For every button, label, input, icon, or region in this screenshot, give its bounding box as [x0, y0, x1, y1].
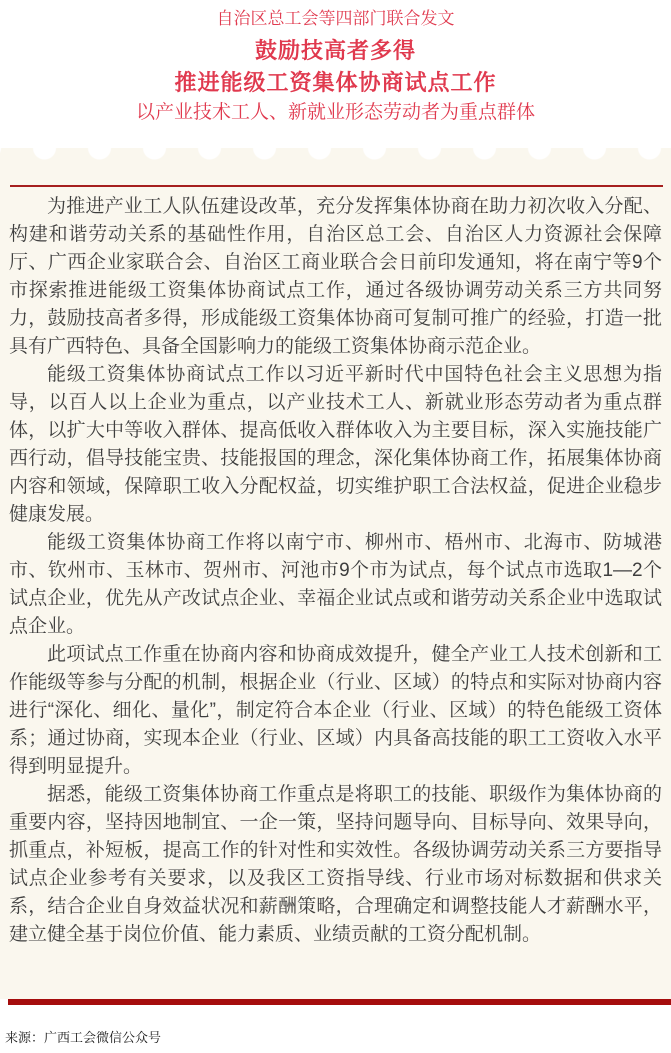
source-attribution: 来源：广西工会微信公众号 — [5, 1030, 162, 1045]
paragraph: 此项试点工作重在协商内容和协商成效提升，健全产业工人技术创新和工作能级等参与分配的机制，根据企业（行业、区域）的特点和实际对协商内容进行“深化、细化、量化”，制定符合本企业（行业、区域）的特色能级工资体系；通过协商，实现本企业（行业、区域）内具备高技能的职工工资收入水平得到明显提升。 — [9, 644, 662, 777]
ticket-scallop-edge — [0, 148, 671, 170]
article-subtitle: 以产业技术工人、新就业形态劳动者为重点群体 — [135, 102, 535, 123]
paragraph: 能级工资集体协商工作将以南宁市、柳州市、梧州市、北海市、防城港市、钦州市、玉林市、贺州市、河池市9个市为试点，每个试点市选取1—2个试点企业，优先从产改试点企业、幸福企业试点或和谐劳动关系企业中选取试点企业。 — [9, 532, 662, 637]
article-header — [0, 0, 671, 148]
header-kicker: 自治区总工会等四部门联合发文 — [216, 9, 455, 28]
article-text — [0, 187, 671, 949]
article-title-line-1: 鼓励技高者多得 — [254, 38, 416, 63]
paragraph: 据悉，能级工资集体协商工作重点是将职工的技能、职级作为集体协商的重要内容，坚持因地制宜、一企一策，坚持问题导向、目标导向、效果导向，抓重点，补短板，提高工作的针对性和实效性。各级协调劳动关系三方要指导试点企业参考有关要求，以及我区工资指导线、行业市场对标数据和供求关系，结合企业自身效益状况和薪酬策略，合理确定和调整技能人才薪酬水平，建立健全基于岗位价值、能力素质、业绩贡献的工资分配机制。 — [9, 784, 662, 945]
article-title-line-2: 推进能级工资集体协商试点工作 — [174, 70, 497, 95]
article-paper-body — [0, 170, 671, 999]
paragraph: 为推进产业工人队伍建设改革，充分发挥集体协商在助力初次收入分配、构建和谐劳动关系的基础性作用，自治区总工会、自治区人力资源社会保障厅、广西企业家联合会、自治区工商业联合会日前印发通知，将在南宁等9个市探索推进能级工资集体协商试点工作，通过各级协调劳动关系三方共同努力，鼓励技高者多得，形成能级工资集体协商可复制可推广的经验，打造一批具有广西特色、具备全国影响力的能级工资集体协商示范企业。 — [9, 196, 662, 357]
paragraph: 能级工资集体协商试点工作以习近平新时代中国特色社会主义思想为指导，以百人以上企业为重点，以产业技术工人、新就业形态劳动者为重点群体，以扩大中等收入群体、提高低收入群体收入为主要目标，深入实施技能广西行动，倡导技能宝贵、技能报国的理念，深化集体协商工作，拓展集体协商内容和领域，保障职工收入分配权益，切实维护职工合法权益，促进企业稳步健康发展。 — [9, 364, 662, 525]
footer — [0, 1005, 671, 1046]
